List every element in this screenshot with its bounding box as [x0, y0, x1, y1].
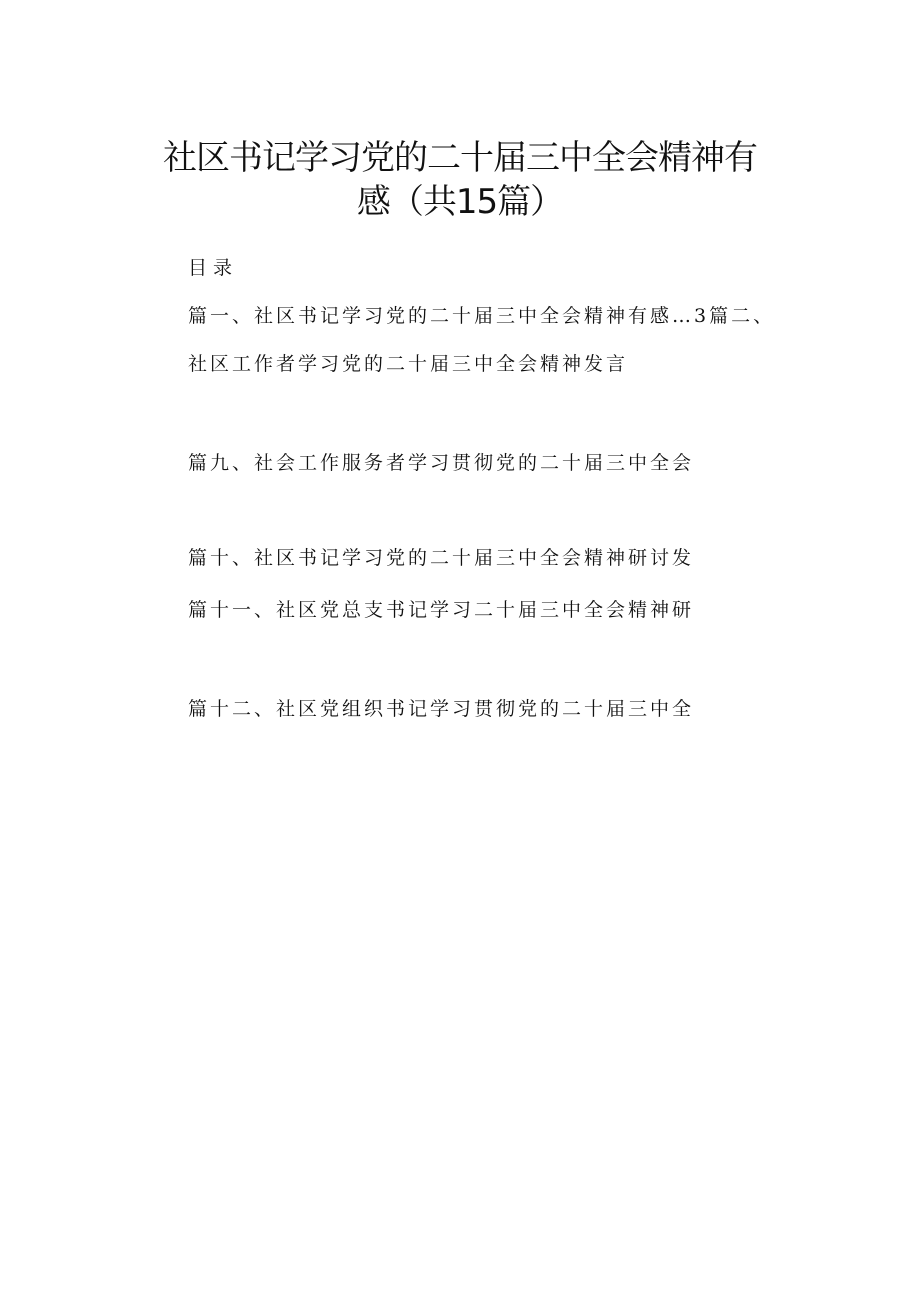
toc-line-4: 篇十、社区书记学习党的二十届三中全会精神研讨发	[188, 547, 695, 569]
toc-line-2: 社区工作者学习党的二十届三中全会精神发言	[188, 353, 629, 375]
toc-line-3: 篇九、社会工作服务者学习贯彻党的二十届三中全会	[188, 452, 695, 474]
document-title-line-1: 社区书记学习党的二十届三中全会精神有	[163, 138, 757, 178]
toc-line-5: 篇十一、社区党总支书记学习二十届三中全会精神研	[188, 599, 695, 621]
toc-line-1: 篇一、社区书记学习党的二十届三中全会精神有感…3篇二、	[188, 305, 776, 327]
document-title-line-2: 感（共15篇）	[356, 182, 564, 222]
toc-heading: 目录	[188, 257, 239, 279]
toc-line-6: 篇十二、社区党组织书记学习贯彻党的二十届三中全	[188, 698, 695, 720]
